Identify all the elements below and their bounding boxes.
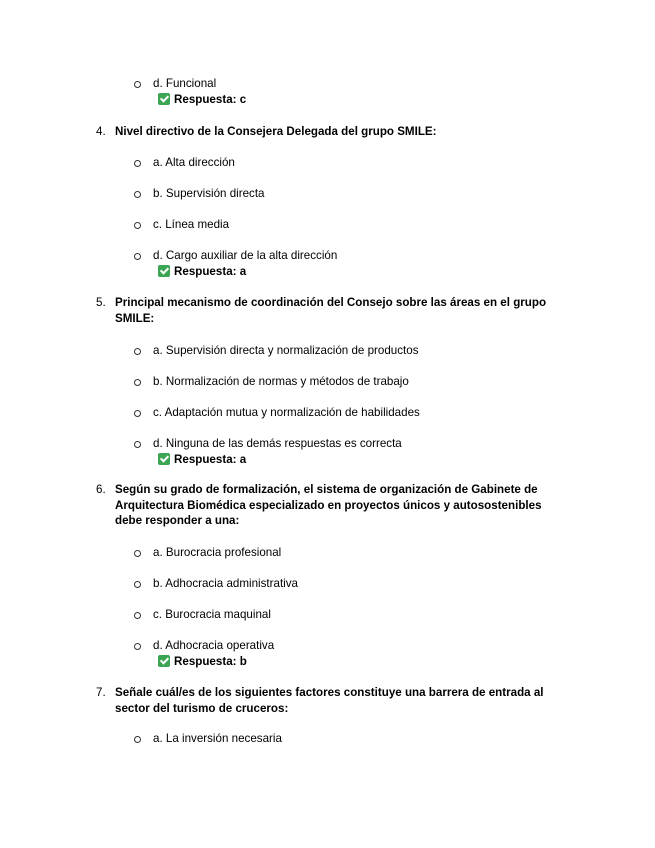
bullet-icon: [134, 81, 141, 88]
q3-option-d: [134, 76, 594, 107]
bullet-icon: [134, 160, 141, 167]
q6-option-d: [134, 638, 594, 669]
question-4: [96, 124, 566, 140]
answer-label: Respuesta:: [174, 452, 237, 466]
question-text: Según su grado de formalización, el sistema de organización de Gabinete de Arquitectura Biomédica especializado en proyectos únicos y autosostenibles debe responder a una:: [115, 483, 542, 528]
question-6: [96, 482, 566, 529]
option-text: a. Alta dirección: [153, 156, 235, 169]
question-7: [96, 685, 566, 716]
check-mark-icon: [158, 655, 170, 667]
bullet-icon: [134, 612, 141, 619]
bullet-icon: [134, 550, 141, 557]
answer-label: Respuesta:: [174, 92, 237, 106]
question-number: 5.: [96, 296, 106, 309]
option-text: a. Supervisión directa y normalización de productos: [153, 344, 419, 357]
question-number: 7.: [96, 686, 106, 699]
bullet-icon: [134, 222, 141, 229]
bullet-icon: [134, 348, 141, 355]
q5-option-c: [134, 405, 594, 421]
answer-value: a: [239, 452, 247, 466]
answer-value: c: [239, 92, 247, 106]
bullet-icon: [134, 191, 141, 198]
bullet-icon: [134, 253, 141, 260]
bullet-icon: [134, 379, 141, 386]
option-text: a. Burocracia profesional: [153, 546, 282, 559]
option-text: b. Supervisión directa: [153, 187, 265, 200]
q6-option-a: [134, 545, 594, 561]
option-text: d. Adhocracia operativa: [153, 639, 275, 652]
q5-option-d: [134, 436, 594, 467]
check-mark-icon: [158, 93, 170, 105]
question-text: Principal mecanismo de coordinación del Consejo sobre las áreas en el grupo SMILE:: [115, 296, 547, 325]
q4-answer: [158, 264, 594, 280]
option-text: d. Cargo auxiliar de la alta dirección: [153, 249, 338, 262]
option-text: a. La inversión necesaria: [153, 732, 282, 745]
option-text: c. Línea media: [153, 218, 230, 231]
check-mark-icon: [158, 265, 170, 277]
answer-value: a: [239, 264, 247, 278]
answer-label: Respuesta:: [174, 264, 237, 278]
q6-answer: [158, 654, 594, 670]
question-number: 6.: [96, 483, 106, 496]
bullet-icon: [134, 581, 141, 588]
q5-answer: [158, 452, 594, 468]
answer-value: b: [239, 654, 247, 668]
option-text: c. Burocracia maquinal: [153, 608, 271, 621]
question-text: Nivel directivo de la Consejera Delegada del grupo SMILE:: [115, 125, 437, 138]
bullet-icon: [134, 643, 141, 650]
question-number: 4.: [96, 125, 106, 138]
q6-option-c: [134, 607, 594, 623]
bullet-icon: [134, 410, 141, 417]
question-text: Señale cuál/es de los siguientes factores constituye una barrera de entrada al sector del turismo de cruceros:: [115, 686, 544, 715]
q5-option-a: [134, 343, 594, 359]
option-text: c. Adaptación mutua y normalización de habilidades: [153, 406, 420, 419]
answer-label: Respuesta:: [174, 654, 237, 668]
bullet-icon: [134, 736, 141, 743]
q5-option-b: [134, 374, 594, 390]
q4-option-a: [134, 155, 594, 171]
option-text: b. Normalización de normas y métodos de trabajo: [153, 375, 409, 388]
option-text: d. Ninguna de las demás respuestas es correcta: [153, 437, 402, 450]
q4-option-c: [134, 217, 594, 233]
q3-answer: [158, 92, 594, 108]
q7-option-a: [134, 731, 594, 747]
question-5: [96, 295, 566, 326]
q6-option-b: [134, 576, 594, 592]
check-mark-icon: [158, 453, 170, 465]
q4-option-d: [134, 248, 594, 279]
bullet-icon: [134, 441, 141, 448]
option-text: d. Funcional: [153, 77, 217, 90]
option-text: b. Adhocracia administrativa: [153, 577, 298, 590]
q4-option-b: [134, 186, 594, 202]
